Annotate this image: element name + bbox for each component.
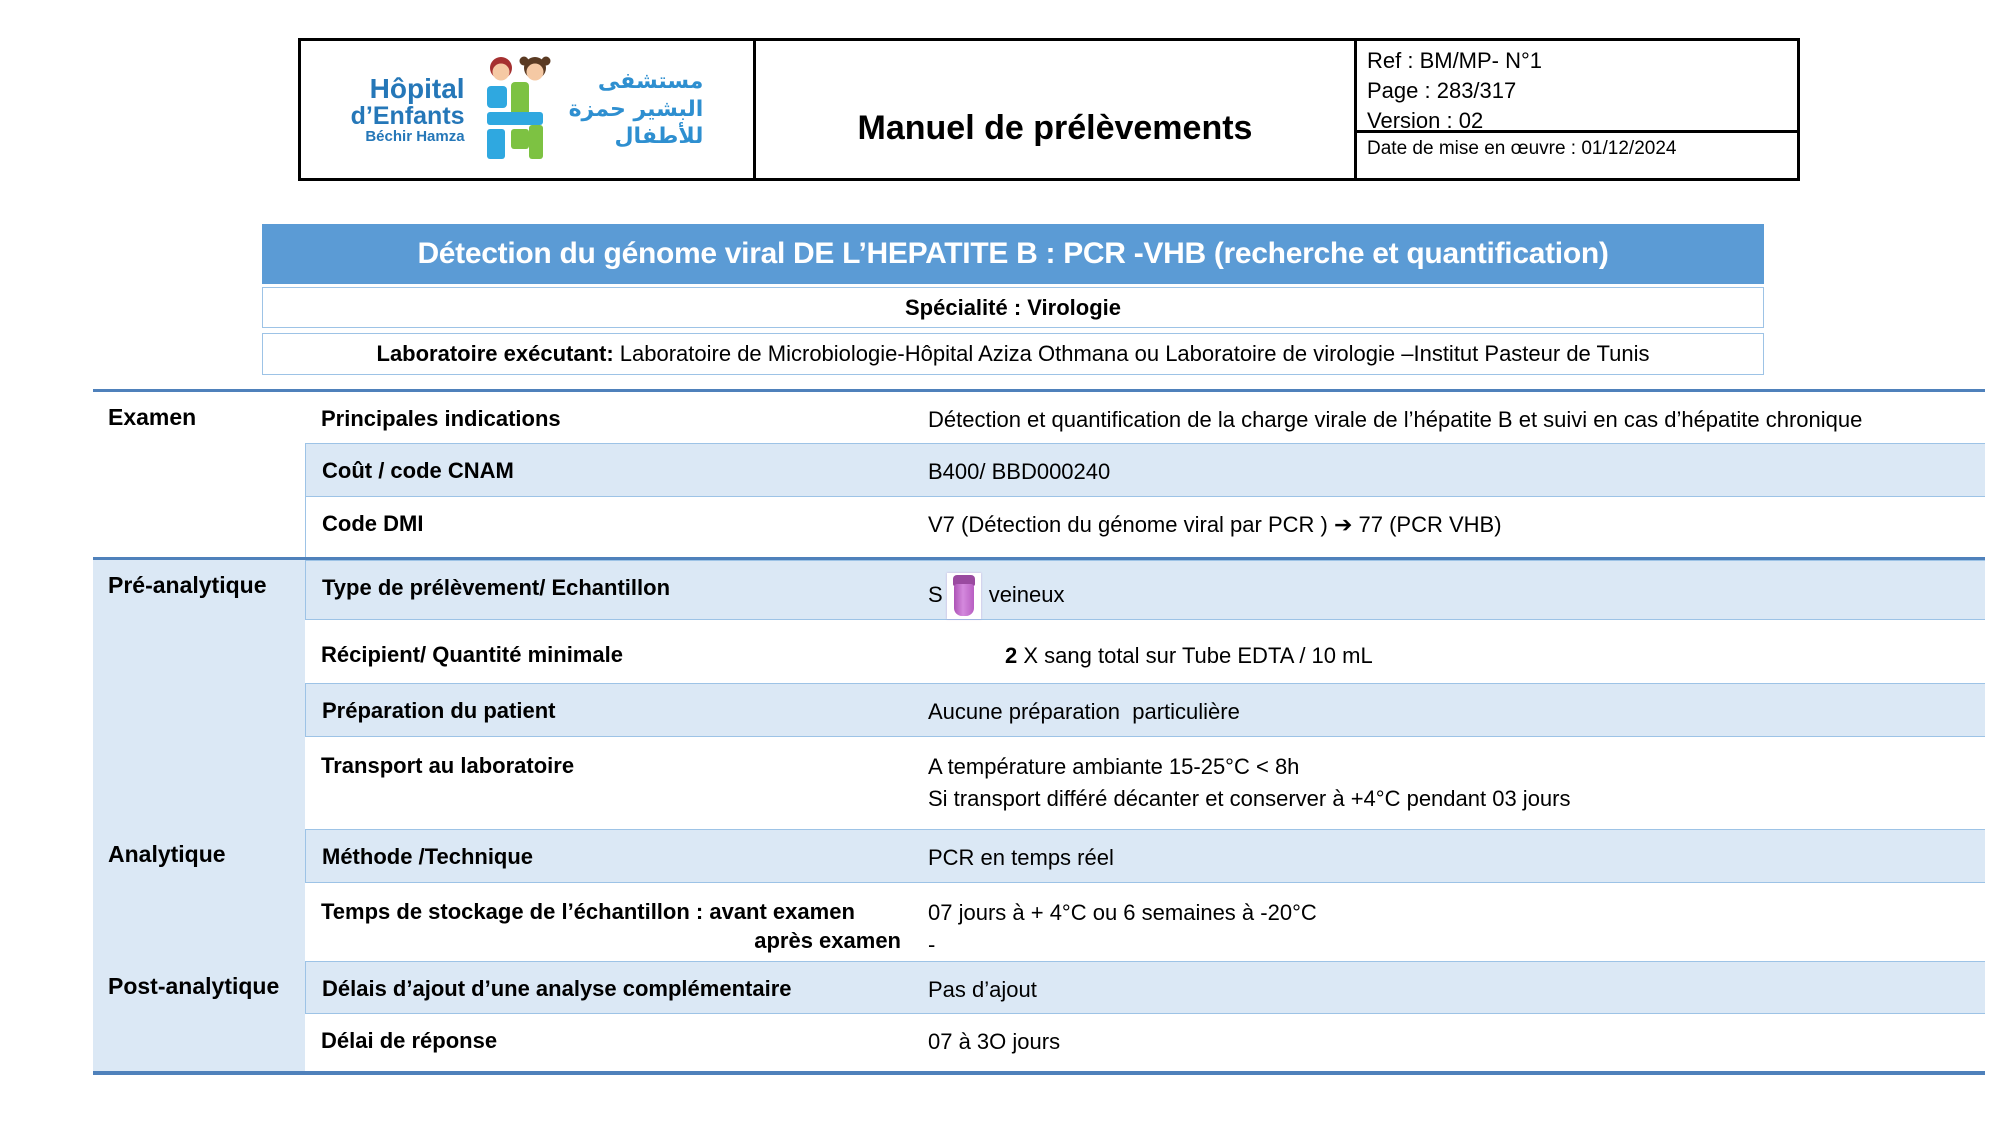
page-number: Page : 283/317 — [1367, 78, 1517, 103]
table-row — [93, 737, 1985, 829]
reference-lines — [1357, 41, 1797, 133]
table-row — [93, 620, 1985, 683]
edta-tube-icon — [947, 573, 981, 619]
row-label: Principales indications — [321, 406, 561, 431]
row-label: Méthode /Technique — [305, 829, 925, 883]
ref-number: Ref : BM/MP- N°1 — [1367, 48, 1543, 73]
specialty-row — [262, 287, 1764, 328]
row-value: A température ambiante 15-25°C < 8h Si transport différé décanter et conserver à +4°C pendant 03 jours — [928, 754, 1571, 811]
category-cell: Post-analytique — [93, 961, 305, 1014]
page-header — [298, 38, 1800, 181]
category-cell — [93, 683, 305, 737]
row-value: S veineux — [925, 560, 1985, 620]
manual-title-cell — [753, 41, 1357, 178]
version-number: Version : 02 — [1367, 108, 1484, 133]
category-cell: Analytique — [93, 829, 305, 883]
row-label: Code DMI — [305, 497, 925, 557]
row-label: Préparation du patient — [305, 683, 925, 737]
row-label: Transport au laboratoire — [321, 753, 575, 778]
row-label: Type de prélèvement/ Echantillon — [305, 560, 925, 620]
category-cell — [93, 883, 305, 961]
row-label: Coût / code CNAM — [305, 443, 925, 497]
logo-ar-line1: مستشفى — [597, 69, 704, 95]
table-row — [93, 497, 1985, 557]
logo-fr-line1: Hôpital — [369, 72, 465, 104]
category-cell — [93, 737, 305, 829]
laboratory-label: Laboratoire exécutant: — [376, 341, 614, 366]
category-cell — [93, 620, 305, 683]
row-value: B400/ BBD000240 — [925, 443, 1985, 497]
logo-text-ar — [569, 68, 704, 151]
logo-fr-line2: d’Enfants — [350, 102, 465, 131]
row-label: Récipient/ Quantité minimale — [321, 642, 623, 667]
category-cell — [93, 497, 305, 557]
row-value: V7 (Détection du génome viral par PCR ) ➔ 77 (PCR VHB) — [928, 512, 1502, 537]
table-row — [93, 683, 1985, 737]
table-row — [93, 961, 1985, 1014]
category-cell: Examen — [108, 404, 197, 430]
row-value: Aucune préparation particulière — [925, 683, 1985, 737]
row-value: 07 jours à + 4°C ou 6 semaines à -20°C - — [928, 900, 1317, 957]
table-row — [93, 389, 1985, 443]
category-cell — [93, 1014, 305, 1071]
category-cell — [93, 443, 305, 497]
row-label: Délais d’ajout d’une analyse complémentaire — [305, 961, 925, 1014]
table-row — [93, 443, 1985, 497]
reference-box — [1357, 41, 1797, 178]
specialty-text: Spécialité : Virologie — [905, 294, 1121, 320]
table-row — [93, 557, 1985, 620]
logo-ar-line3: للأطفال — [614, 124, 704, 150]
row-value: Pas d’ajout — [925, 961, 1985, 1014]
hospital-logo-icon — [475, 56, 559, 164]
logo-ar-line2: البشير حمزة — [568, 96, 704, 122]
laboratory-row — [262, 333, 1764, 375]
row-value: 07 à 3O jours — [928, 1029, 1061, 1054]
logo-text-fr — [351, 74, 465, 145]
hospital-logo — [301, 41, 753, 178]
table-row — [93, 883, 1985, 961]
row-value: Détection et quantification de la charge virale de l’hépatite B et suivi en cas d’hépatite chronique — [928, 407, 1863, 432]
table-row — [93, 1014, 1985, 1071]
logo-fr-line3: Béchir Hamza — [365, 128, 465, 146]
implementation-date: Date de mise en œuvre : 01/12/2024 — [1367, 138, 1677, 159]
analysis-title: Détection du génome viral DE L’HEPATITE B : PCR -VHB (recherche et quantification) — [417, 237, 1609, 270]
manual-title: Manuel de prélèvements — [857, 109, 1253, 147]
row-label: Temps de stockage de l’échantillon : avant examen après examen — [321, 899, 901, 953]
exam-table — [93, 389, 1985, 1075]
category-cell: Pré-analytique — [93, 560, 305, 620]
analysis-title-bar — [262, 224, 1764, 284]
table-row — [93, 829, 1985, 883]
laboratory-value: Laboratoire de Microbiologie-Hôpital Aziza Othmana ou Laboratoire de virologie –Institut Pasteur de Tunis — [613, 341, 1650, 366]
row-value: PCR en temps réel — [925, 829, 1985, 883]
row-label: Délai de réponse — [321, 1028, 498, 1053]
row-value: 2 X sang total sur Tube EDTA / 10 mL — [1005, 643, 1373, 668]
